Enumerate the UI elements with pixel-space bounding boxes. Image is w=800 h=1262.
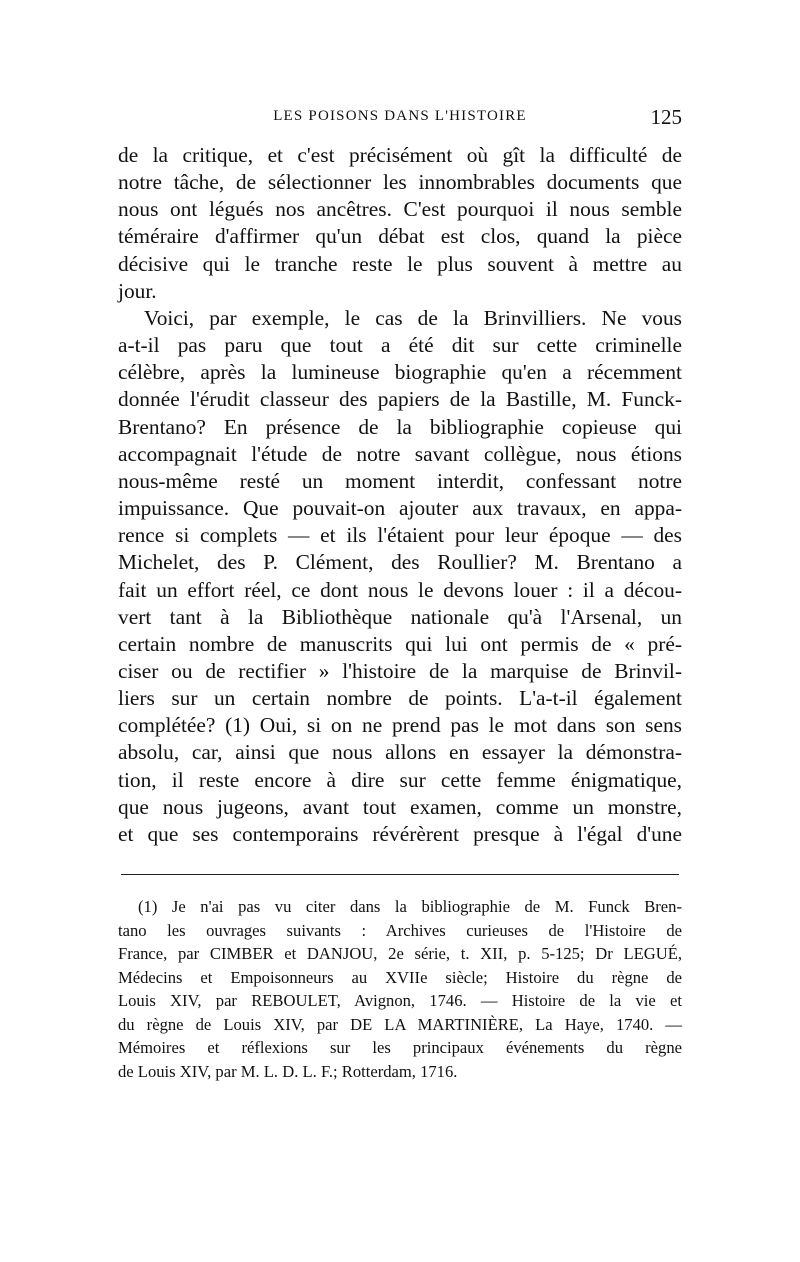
- footnote-line: Mémoires et réflexions sur les principaux événements du règne: [118, 1038, 682, 1058]
- body-line: Michelet, des P. Clément, des Roullier? M. Brentano a: [118, 550, 682, 575]
- body-line: notre tâche, de sélectionner les innombrables documents que: [118, 170, 682, 195]
- body-line: jour.: [118, 278, 157, 303]
- footnote-line: de Louis XIV, par M. L. D. L. F.; Rotterdam, 1716.: [118, 1061, 458, 1081]
- body-line: nous ont légués nos ancêtres. C'est pourquoi il nous semble: [118, 197, 682, 222]
- body-line: absolu, car, ainsi que nous allons en essayer la démonstra-: [118, 740, 682, 765]
- footnote: [118, 895, 682, 1083]
- body-line: accompagnait l'étude de notre savant collègue, nous étions: [118, 441, 682, 466]
- footnote-line: Louis XIV, par REBOULET, Avignon, 1746. — Histoire de la vie et: [118, 991, 682, 1011]
- footnote-line: France, par CIMBER et DANJOU, 2e série, t. XII, p. 5-125; Dr LEGUÉ,: [118, 944, 682, 964]
- body-text: [118, 142, 682, 848]
- body-line: ciser ou de rectifier » l'histoire de la marquise de Brinvil-: [118, 658, 682, 683]
- body-line: tion, il reste encore à dire sur cette femme énigmatique,: [118, 767, 682, 792]
- footnote-line: du règne de Louis XIV, par DE LA MARTINIÈRE, La Haye, 1740. —: [118, 1014, 682, 1034]
- footnote-line: (1) Je n'ai pas vu citer dans la bibliographie de M. Funck Bren-: [138, 897, 682, 917]
- body-line: nous-même resté un moment interdit, confessant notre: [118, 468, 682, 493]
- body-line: rence si complets — et ils l'étaient pour leur époque — des: [118, 523, 682, 548]
- body-line: fait un effort réel, ce dont nous le devons louer : il a décou-: [118, 577, 682, 602]
- footnote-line: tano les ouvrages suivants : Archives curieuses de l'Histoire de: [118, 920, 682, 940]
- page-number: 125: [650, 105, 682, 129]
- body-line: impuissance. Que pouvait-on ajouter aux travaux, en appa-: [118, 496, 682, 521]
- body-line: vert tant à la Bibliothèque nationale qu'à l'Arsenal, un: [118, 604, 682, 629]
- body-line: que nous jugeons, avant tout examen, comme un monstre,: [118, 794, 682, 819]
- body-line: célèbre, après la lumineuse biographie qu'en a récemment: [118, 360, 682, 385]
- body-line: a-t-il pas paru que tout a été dit sur cette criminelle: [118, 333, 682, 358]
- body-line: complétée? (1) Oui, si on ne prend pas le mot dans son sens: [118, 713, 682, 738]
- running-title: LES POISONS DANS L'HISTOIRE: [273, 108, 527, 124]
- body-line: certain nombre de manuscrits qui lui ont permis de « pré-: [118, 631, 682, 656]
- body-line: liers sur un certain nombre de points. L'a-t-il également: [118, 686, 682, 711]
- book-page: [118, 105, 682, 1083]
- running-head: [118, 105, 682, 142]
- body-line: Voici, par exemple, le cas de la Brinvilliers. Ne vous: [144, 305, 682, 330]
- body-line: décisive qui le tranche reste le plus souvent à mettre au: [118, 251, 682, 276]
- body-line: donnée l'érudit classeur des papiers de la Bastille, M. Funck-: [118, 387, 682, 412]
- footnote-line: Médecins et Empoisonneurs au XVIIe siècle; Histoire du règne de: [118, 967, 682, 987]
- footnote-divider: [121, 874, 679, 875]
- body-line: téméraire d'affirmer qu'un débat est clos, quand la pièce: [118, 224, 682, 249]
- body-line: de la critique, et c'est précisément où gît la difficulté de: [118, 143, 682, 167]
- body-line: Brentano? En présence de la bibliographie copieuse qui: [118, 414, 682, 439]
- body-line: et que ses contemporains révérèrent presque à l'égal d'une: [118, 821, 682, 846]
